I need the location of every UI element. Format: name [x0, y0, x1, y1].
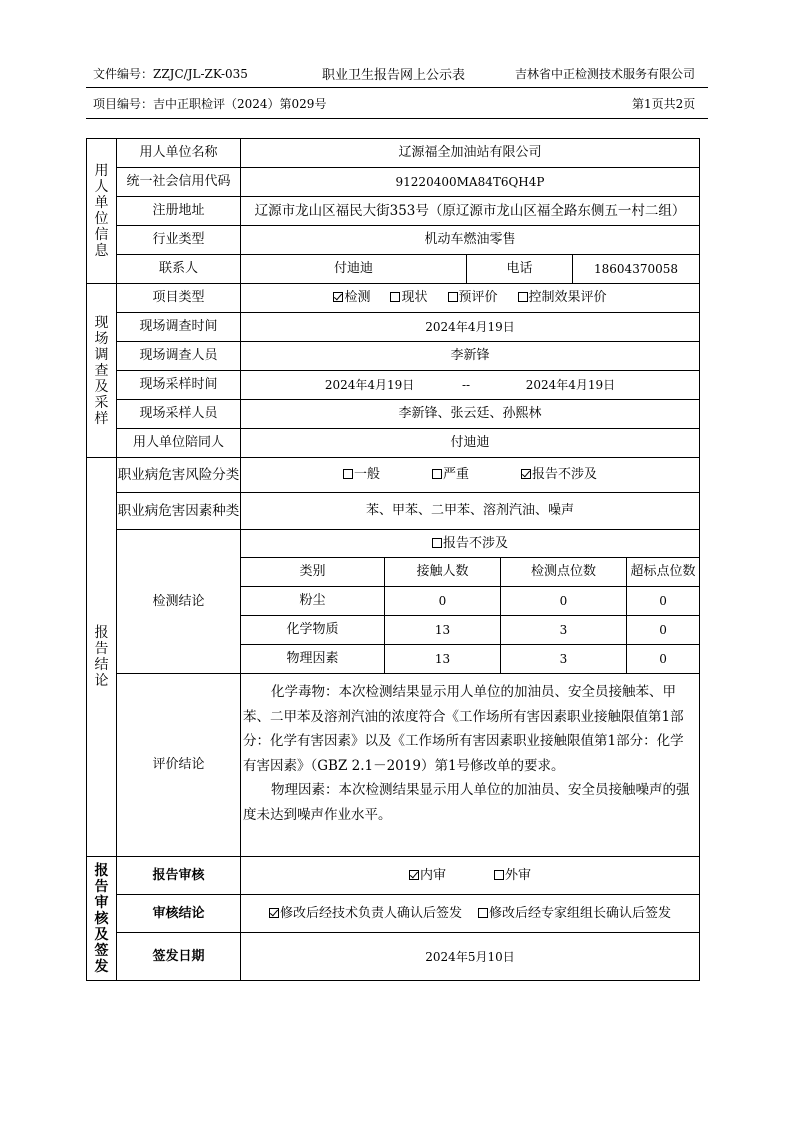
evaluation-physical: 物理因素：本次检测结果显示用人单位的加油员、安全员接触噪声的强度未达到噪声作业水平。	[243, 782, 690, 823]
checkbox-icon[interactable]	[390, 292, 400, 302]
sampling-time	[241, 371, 700, 400]
credit-code: 91220400MA84T6QH4P	[241, 168, 700, 197]
file-number: 文件编号：ZZJC/JL-ZK-035	[93, 67, 248, 81]
evaluation-chemical: 化学毒物：本次检测结果显示用人单位的加油员、安全员接触苯、甲苯、二甲苯及溶剂汽油的浓度符合《工作场所有害因素职业接触限值第1部分：化学有害因素》以及《工作场所有害因素职业接触限值第1部分：化学有害因素》（GBZ 2.1－2019）第1号修改单的要求。	[243, 684, 684, 774]
survey-time: 2024年4月19日	[241, 313, 700, 342]
checkbox-icon[interactable]	[478, 908, 488, 918]
audit-label: 报告审核	[117, 857, 241, 895]
sampling-time-label: 现场采样时间	[117, 371, 241, 400]
value-cell: 0	[385, 587, 501, 616]
industry-label: 行业类型	[117, 226, 241, 255]
section-review-label: 报 告 审 核 及 签 发	[94, 862, 109, 975]
survey-time-label: 现场调查时间	[117, 313, 241, 342]
option[interactable]	[448, 290, 498, 305]
escort: 付迪迪	[241, 429, 700, 458]
section-survey	[87, 284, 117, 458]
audit-options	[241, 857, 700, 895]
option[interactable]	[521, 467, 597, 482]
column-header: 检测点位数	[501, 558, 627, 587]
address: 辽源市龙山区福民大街353号（原辽源市龙山区福全路东侧五一村二组）	[241, 197, 700, 226]
review-conclusion-label: 审核结论	[117, 895, 241, 933]
option-label: 报告不涉及	[443, 535, 509, 551]
checkbox-icon[interactable]	[448, 292, 458, 302]
option[interactable]	[333, 290, 370, 305]
address-label: 注册地址	[117, 197, 241, 226]
test-na-option	[241, 530, 700, 558]
value-cell: 13	[385, 616, 501, 645]
option-label: 修改后经专家组组长确认后签发	[489, 905, 672, 921]
hazard-label: 职业病危害因素种类	[117, 493, 241, 530]
phone-label: 电话	[467, 255, 573, 284]
surveyor: 李新锋	[241, 342, 700, 371]
section-unit-label: 用 人 单 位 信 息	[94, 163, 109, 259]
sampler: 李新锋、张云廷、孙熙林	[241, 400, 700, 429]
category-cell: 物理因素	[241, 645, 385, 674]
escort-label: 用人单位陪同人	[117, 429, 241, 458]
checkbox-icon[interactable]	[432, 538, 442, 548]
unit-name: 辽源福全加油站有限公司	[241, 139, 700, 168]
phone: 18604370058	[573, 255, 700, 284]
issue-date: 2024年5月10日	[241, 933, 700, 981]
page-number: 第1页共2页	[632, 97, 696, 111]
sampling-end: 2024年4月19日	[525, 378, 616, 392]
project-number: 项目编号：吉中正职检评（2024）第029号	[93, 97, 327, 111]
checkbox-checked-icon[interactable]	[521, 469, 531, 479]
option[interactable]	[478, 906, 671, 921]
checkbox-icon[interactable]	[432, 469, 442, 479]
contact-label: 联系人	[117, 255, 241, 284]
option[interactable]	[390, 290, 427, 305]
option[interactable]	[432, 467, 469, 482]
document-title: 职业卫生报告网上公示表	[322, 68, 466, 83]
option-label: 内审	[419, 867, 446, 883]
issue-date-label: 签发日期	[117, 933, 241, 981]
value-cell: 0	[501, 587, 627, 616]
section-review	[87, 857, 117, 981]
section-report-label: 报 告 结 论	[94, 625, 109, 689]
value-cell: 0	[627, 616, 700, 645]
review-conclusion-options	[241, 895, 700, 933]
option-label: 检测	[344, 290, 371, 305]
checkbox-checked-icon[interactable]	[333, 292, 343, 302]
hazard-factors: 苯、甲苯、二甲苯、溶剂汽油、噪声	[241, 493, 700, 530]
project-type-label: 项目类型	[117, 284, 241, 313]
option-label: 外审	[505, 867, 532, 883]
checkbox-icon[interactable]	[343, 469, 353, 479]
option[interactable]	[269, 906, 462, 921]
option[interactable]	[494, 868, 531, 883]
value-cell: 3	[501, 645, 627, 674]
sampling-start: 2024年4月19日	[324, 378, 415, 392]
surveyor-label: 现场调查人员	[117, 342, 241, 371]
option-label: 预评价	[458, 290, 498, 305]
checkbox-checked-icon[interactable]	[409, 870, 419, 880]
option[interactable]	[518, 290, 607, 305]
checkbox-icon[interactable]	[494, 870, 504, 880]
option[interactable]	[343, 467, 380, 482]
value-cell: 3	[501, 616, 627, 645]
option-label: 严重	[443, 467, 470, 482]
value-cell: 0	[627, 645, 700, 674]
option-label: 控制效果评价	[528, 290, 607, 305]
checkbox-checked-icon[interactable]	[269, 908, 279, 918]
category-cell: 粉尘	[241, 587, 385, 616]
credit-code-label: 统一社会信用代码	[117, 168, 241, 197]
column-header: 接触人数	[385, 558, 501, 587]
sampling-separator: --	[461, 378, 471, 392]
evaluation-text	[241, 674, 700, 857]
option-label: 一般	[353, 467, 380, 482]
option-label: 现状	[401, 290, 428, 305]
column-header: 类别	[241, 558, 385, 587]
header-divider-bottom	[86, 118, 708, 119]
option[interactable]	[409, 868, 446, 883]
option-label: 报告不涉及	[532, 467, 598, 482]
option-label: 修改后经技术负责人确认后签发	[279, 905, 462, 921]
contact: 付迪迪	[241, 255, 467, 284]
risk-class-options	[241, 458, 700, 493]
sampler-label: 现场采样人员	[117, 400, 241, 429]
company-name: 吉林省中正检测技术服务有限公司	[515, 67, 696, 81]
value-cell: 0	[627, 587, 700, 616]
project-type-options	[241, 284, 700, 313]
industry: 机动车燃油零售	[241, 226, 700, 255]
header-divider	[86, 87, 708, 88]
value-cell: 13	[385, 645, 501, 674]
section-unit-info	[87, 139, 117, 284]
evaluation-label: 评价结论	[117, 674, 241, 857]
column-header: 超标点位数	[627, 558, 700, 587]
risk-class-label: 职业病危害风险分类	[117, 458, 241, 493]
checkbox-icon[interactable]	[518, 292, 528, 302]
section-survey-label: 现 场 调 查 及 采 样	[94, 314, 109, 427]
disclosure-table	[86, 138, 700, 981]
category-cell: 化学物质	[241, 616, 385, 645]
unit-name-label: 用人单位名称	[117, 139, 241, 168]
test-conclusion-label: 检测结论	[117, 530, 241, 674]
section-report	[87, 458, 117, 857]
